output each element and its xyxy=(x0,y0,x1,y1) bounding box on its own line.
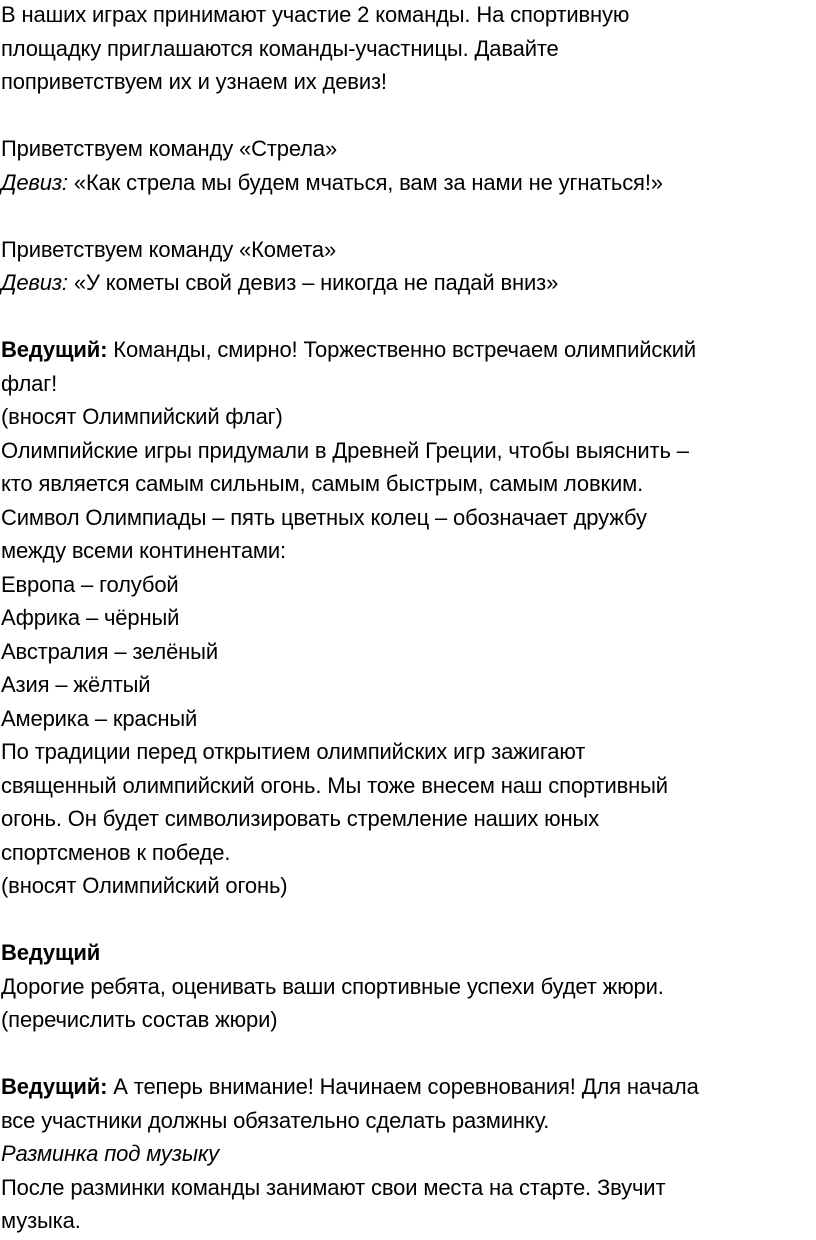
motto-text: «Как стрела мы будем мчаться, вам за нами не угнаться!» xyxy=(67,169,663,195)
blank-line xyxy=(1,300,816,334)
host-line xyxy=(1,333,816,367)
paragraph-line: Олимпийские игры придумали в Древней Греции, чтобы выяснить – xyxy=(1,437,689,463)
team2-motto xyxy=(1,266,816,300)
host-text: Команды, смирно! Торжественно встречаем олимпийский xyxy=(107,337,697,362)
speaker-label: Ведущий xyxy=(1,940,101,965)
host-text: А теперь внимание! Начинаем соревнования! Для начала xyxy=(107,1074,699,1099)
team1-greeting: Приветствуем команду «Стрела» xyxy=(1,136,338,161)
paragraph-line: музыка. xyxy=(1,1208,81,1233)
paragraph-line: кто является самым сильным, самым быстрым, самым ловким. xyxy=(1,471,644,496)
paragraph-line: между всеми континентами: xyxy=(1,538,286,563)
continent-line: Азия – жёлтый xyxy=(1,672,151,697)
paragraph-line: флаг! xyxy=(1,370,58,396)
speaker-label: Ведущий: xyxy=(1,1074,108,1099)
paragraph-line: По традиции перед открытием олимпийских игр зажигают xyxy=(1,739,586,764)
blank-line xyxy=(1,1037,816,1071)
blank-line xyxy=(1,903,816,937)
continent-line: Австралия – зелёный xyxy=(1,638,218,664)
continent-line: Африка – чёрный xyxy=(1,605,180,630)
speaker-label: Ведущий: xyxy=(1,337,108,362)
continent-line: Европа – голубой xyxy=(1,571,179,597)
continent-line: Америка – красный xyxy=(1,705,198,731)
team1-motto xyxy=(1,166,816,200)
intro-line: поприветствуем их и узнаем их девиз! xyxy=(1,69,387,94)
blank-line xyxy=(1,199,816,233)
paragraph-line: Символ Олимпиады – пять цветных колец – обозначает дружбу xyxy=(1,504,647,530)
motto-label: Девиз: xyxy=(1,270,68,295)
motto-label: Девиз: xyxy=(1,169,68,195)
intro-line: В наших играх принимают участие 2 команды. На спортивную xyxy=(1,2,630,27)
paragraph-line: После разминки команды занимают свои места на старте. Звучит xyxy=(1,1174,666,1200)
paragraph-line: спортсменов к победе. xyxy=(1,839,231,865)
paragraph-line: огонь. Он будет символизировать стремление наших юных xyxy=(1,806,600,831)
paragraph-line: священный олимпийский огонь. Мы тоже внесем наш спортивный xyxy=(1,772,668,798)
host-line xyxy=(1,1070,816,1104)
intro-line: площадку приглашаются команды-участницы. Давайте xyxy=(1,35,559,61)
blank-line xyxy=(1,99,816,133)
paragraph-line: (вносят Олимпийский огонь) xyxy=(1,873,288,898)
motto-text: «У кометы свой девиз – никогда не падай вниз» xyxy=(67,270,559,295)
team2-greeting: Приветствуем команду «Комета» xyxy=(1,236,337,262)
warmup-note: Разминка под музыку xyxy=(1,1141,219,1166)
paragraph-line: (вносят Олимпийский флаг) xyxy=(1,404,283,429)
paragraph-line: Дорогие ребята, оценивать ваши спортивные успехи будет жюри. xyxy=(1,973,664,999)
paragraph-line: (перечислить состав жюри) xyxy=(1,1007,278,1032)
paragraph-line: все участники должны обязательно сделать разминку. xyxy=(1,1107,550,1133)
